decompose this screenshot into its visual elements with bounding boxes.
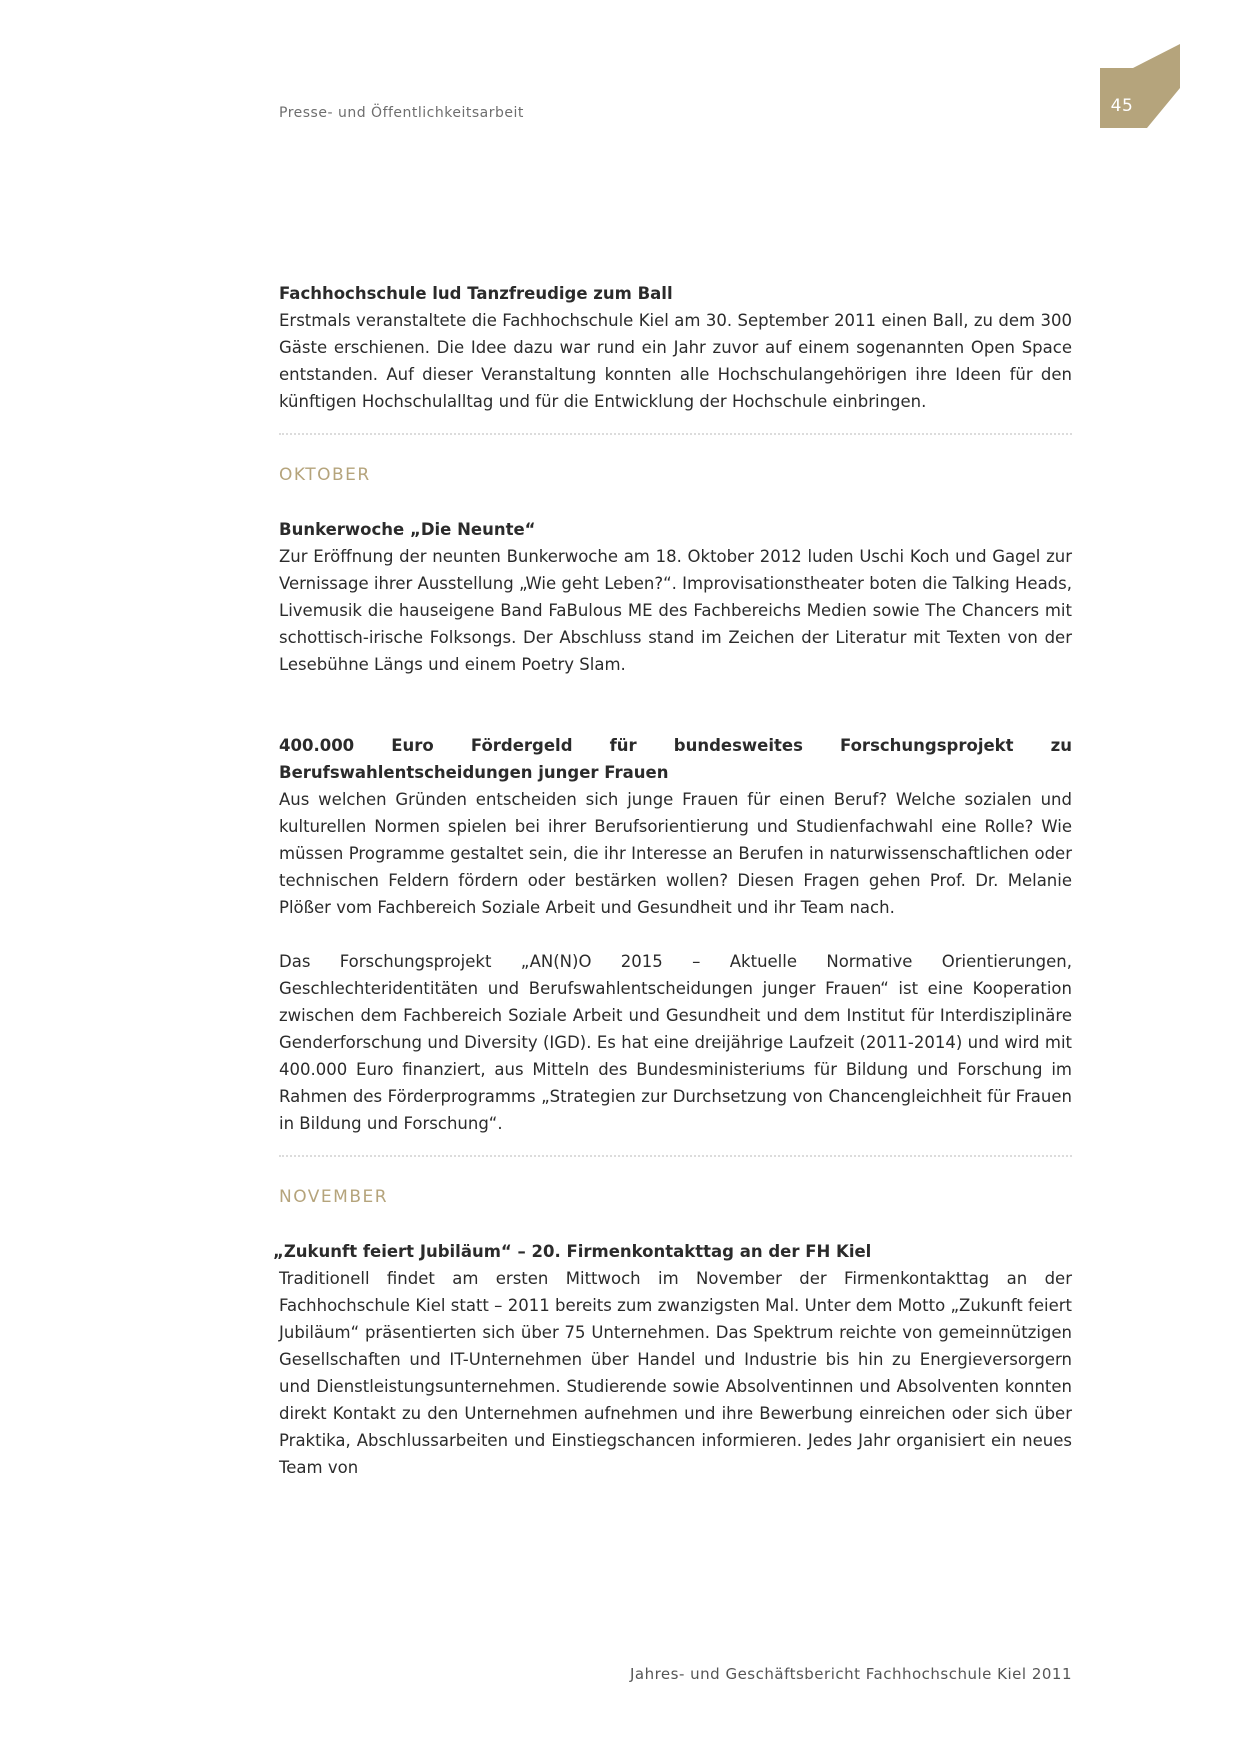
footer-text: Jahres- und Geschäftsbericht Fachhochschule Kiel 2011 bbox=[629, 1665, 1072, 1683]
article-bunkerwoche bbox=[279, 516, 1072, 678]
article-title: Fachhochschule lud Tanzfreudige zum Ball bbox=[279, 284, 673, 303]
spacer bbox=[279, 678, 1072, 732]
article-ball bbox=[279, 280, 1072, 415]
month-heading-november: NOVEMBER bbox=[279, 1187, 389, 1207]
main-content bbox=[273, 280, 1072, 1481]
spacer bbox=[279, 489, 1072, 516]
spacer bbox=[279, 1211, 1072, 1238]
article-title: „Zukunft feiert Jubiläum“ – 20. Firmenkontakttag an der FH Kiel bbox=[273, 1242, 872, 1261]
article-title: 400.000 Euro Fördergeld für bundesweites Forschungsprojekt zu Berufswahlentscheidungen junger Frauen bbox=[279, 736, 1072, 782]
article-paragraph: Zur Eröffnung der neunten Bunkerwoche am 18. Oktober 2012 luden Uschi Koch und Gagel zur Vernissage ihrer Ausstellung „Wie geht Leben?“. Improvisationstheater boten die Talking Heads, Livemusik die hauseigene Band FaBulous ME des Fachbereichs Medien sowie The Chancers mit schottisch-irische Folksongs. Der Abschluss stand im Zeichen der Literatur mit Texten von der Lesebühne Längs und einem Poetry Slam. bbox=[279, 547, 1072, 674]
page-number: 45 bbox=[1110, 96, 1134, 116]
article-paragraph: Aus welchen Gründen entscheiden sich junge Frauen für einen Beruf? Welche sozialen und kulturellen Normen spielen bei ihrer Berufsorientierung und Studienfachwahl eine Rolle? Wie müssen Programme gestaltet sein, die ihr Interesse an Berufen in naturwissenschaftlichen oder technischen Feldern fördern oder bestärken wollen? Diesen Fragen gehen Prof. Dr. Melanie Plößer vom Fachbereich Soziale Arbeit und Gesundheit und ihr Team nach. bbox=[279, 790, 1072, 917]
header-section-label: Presse- und Öffentlichkeitsarbeit bbox=[279, 105, 524, 121]
month-heading-oktober: OKTOBER bbox=[279, 465, 371, 485]
article-paragraph: Traditionell findet am ersten Mittwoch im November der Firmenkontakttag an der Fachhochschule Kiel statt – 2011 bereits zum zwanzigsten Mal. Unter dem Motto „Zukunft feiert Jubiläum“ präsentierten sich über 75 Unternehmen. Das Spektrum reichte von gemeinnützigen Gesellschaften und IT-Unternehmen über Handel und Industrie bis hin zu Energieversorgern und Dienstleistungsunternehmen. Studierende sowie Absolventinnen und Absolventen konnten direkt Kontakt zu den Unternehmen aufnehmen und ihre Bewerbung einreichen oder sich über Praktika, Abschlussarbeiten und Einstiegschancen informieren. Jedes Jahr organisiert ein neues Team von bbox=[279, 1269, 1072, 1477]
article-paragraph: Erstmals veranstaltete die Fachhochschule Kiel am 30. September 2011 einen Ball, zu dem 300 Gäste erschienen. Die Idee dazu war rund ein Jahr zuvor auf einem sogenannten Open Space entstanden. Auf dieser Veranstaltung konnten alle Hochschulangehörigen ihre Ideen für den künftigen Hochschulalltag und für die Entwicklung der Hochschule einbringen. bbox=[279, 311, 1072, 411]
section-divider bbox=[279, 433, 1072, 435]
article-firmenkontakttag bbox=[273, 1238, 1072, 1481]
article-paragraph: Das Forschungsprojekt „AN(N)O 2015 – Aktuelle Normative Orientierungen, Geschlechteridentitäten und Berufswahlentscheidungen junger Frauen“ ist eine Kooperation zwischen dem Fachbereich Soziale Arbeit und Gesundheit und dem Institut für Interdisziplinäre Genderforschung und Diversity (IGD). Es hat eine dreijährige Laufzeit (2011-2014) und wird mit 400.000 Euro finanziert, aus Mitteln des Bundesministeriums für Bildung und Forschung im Rahmen des Förderprogramms „Strategien zur Durchsetzung von Chancengleichheit für Frauen in Bildung und Forschung“. bbox=[279, 952, 1072, 1133]
article-foerdergeld bbox=[279, 732, 1072, 1137]
section-divider bbox=[279, 1155, 1072, 1157]
article-title: Bunkerwoche „Die Neunte“ bbox=[279, 520, 536, 539]
